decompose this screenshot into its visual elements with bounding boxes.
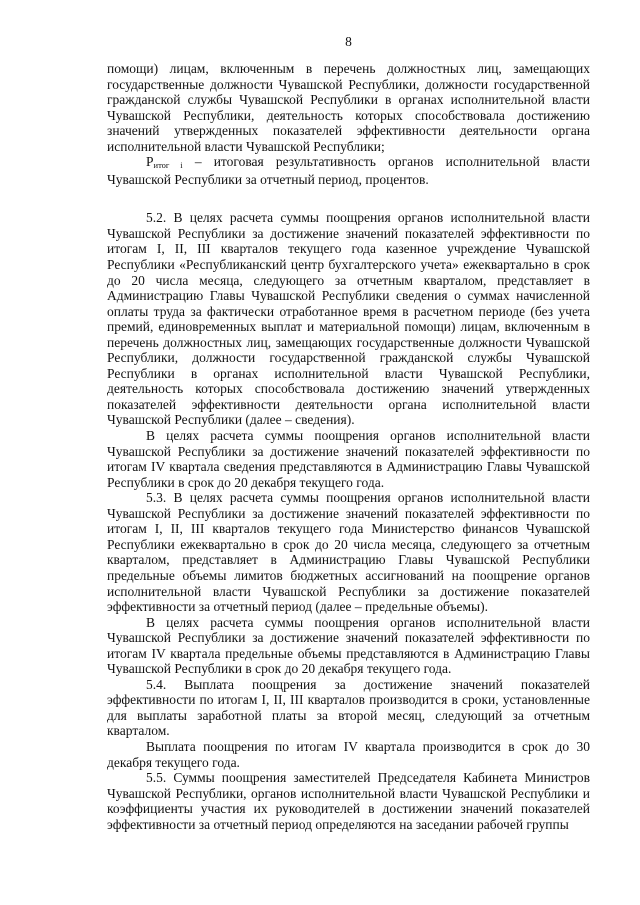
paragraph-5-2: 5.2. В целях расчета суммы поощрения органов исполнительной власти Чувашской Республики за достижение значений показателей эффективности по итогам I, II, III кварталов текущего года казенное учреждение Чувашской Республики «Республиканский центр бухгалтерского учета» ежеквартально в срок до 20 числа месяца, следующего за отчетным кварталом, представляет в Администрацию Главы Чувашской Республики сведения о суммах начисленной оплаты труда за фактически отработанное время в расчетном периоде (без учета премий, единовременных выплат и материальной помощи) лицам, включенным в перечень должностных лиц, замещающих государственные должности Чувашской Республики, должности государственной гражданской службы Чувашской Республики в органах исполнительной власти Чувашской Республики, деятельность которых способствовала достижению значений утвержденных показателей эффективности деятельности органа исполнительной власти Чувашской Республики (далее – сведения).	[107, 210, 590, 428]
paragraph-5-2-iv-quarter: В целях расчета суммы поощрения органов исполнительной власти Чувашской Республики за достижение значений показателей эффективности по итогам IV квартала сведения представляются в Администрацию Главы Чувашской Республики в срок до 20 декабря текущего года.	[107, 428, 590, 490]
paragraph-5-3-iv-quarter: В целях расчета суммы поощрения органов исполнительной власти Чувашской Республики за достижение значений показателей эффективности по итогам IV квартала предельные объемы представляются в Администрацию Главы Чувашской Республики в срок до 20 декабря текущего года.	[107, 614, 590, 677]
paragraph-continuation: помощи) лицам, включенным в перечень должностных лиц, замещающих государственные должности Чувашской Республики, должности государственной гражданской службы Чувашской Республики в органах исполнительной власти Чувашской Республики, деятельность которых способствовала достижению значений утвержденных показателей эффективности деятельности органа исполнительной власти Чувашской Республики;	[107, 61, 590, 154]
page-number: 8	[345, 34, 352, 49]
formula-symbol: P	[146, 154, 154, 170]
paragraph-5-3: 5.3. В целях расчета суммы поощрения органов исполнительной власти Чувашской Республики за достижение значений показателей эффективности по итогам I, II, III кварталов текущего года Министерство финансов Чувашской Республики ежеквартально в срок до 20 числа месяца, следующего за отчетным кварталом, представляет в Администрацию Главы Чувашской Республики предельные объемы лимитов бюджетных ассигнований на поощрение органов исполнительной власти Чувашской Республики за достижение показателей эффективности за отчетный период (далее – предельные объемы).	[107, 490, 590, 615]
paragraph-5-5: 5.5. Суммы поощрения заместителей Председателя Кабинета Министров Чувашской Республики, органов исполнительной власти Чувашской Республики и коэффициенты участия их руководителей в достижении значений показателей эффективности за отчетный период определяются на заседании рабочей группы	[107, 770, 590, 832]
paragraph-5-4-iv-quarter: Выплата поощрения по итогам IV квартала производится в срок до 30 декабря текущего года.	[107, 738, 590, 770]
formula-subscript: итог i	[153, 160, 183, 171]
document-body	[107, 61, 590, 832]
paragraph-result-definition	[107, 154, 590, 187]
paragraph-5-4: 5.4. Выплата поощрения за достижение значений показателей эффективности по итогам I, II, III кварталов производится в сроки, установленные для выплаты заработной платы за второй месяц, следующий за отчетным кварталом.	[107, 676, 590, 739]
definition-text: – итоговая результативность органов исполнительной власти Чувашской Республики за отчетный период, процентов.	[107, 154, 590, 187]
